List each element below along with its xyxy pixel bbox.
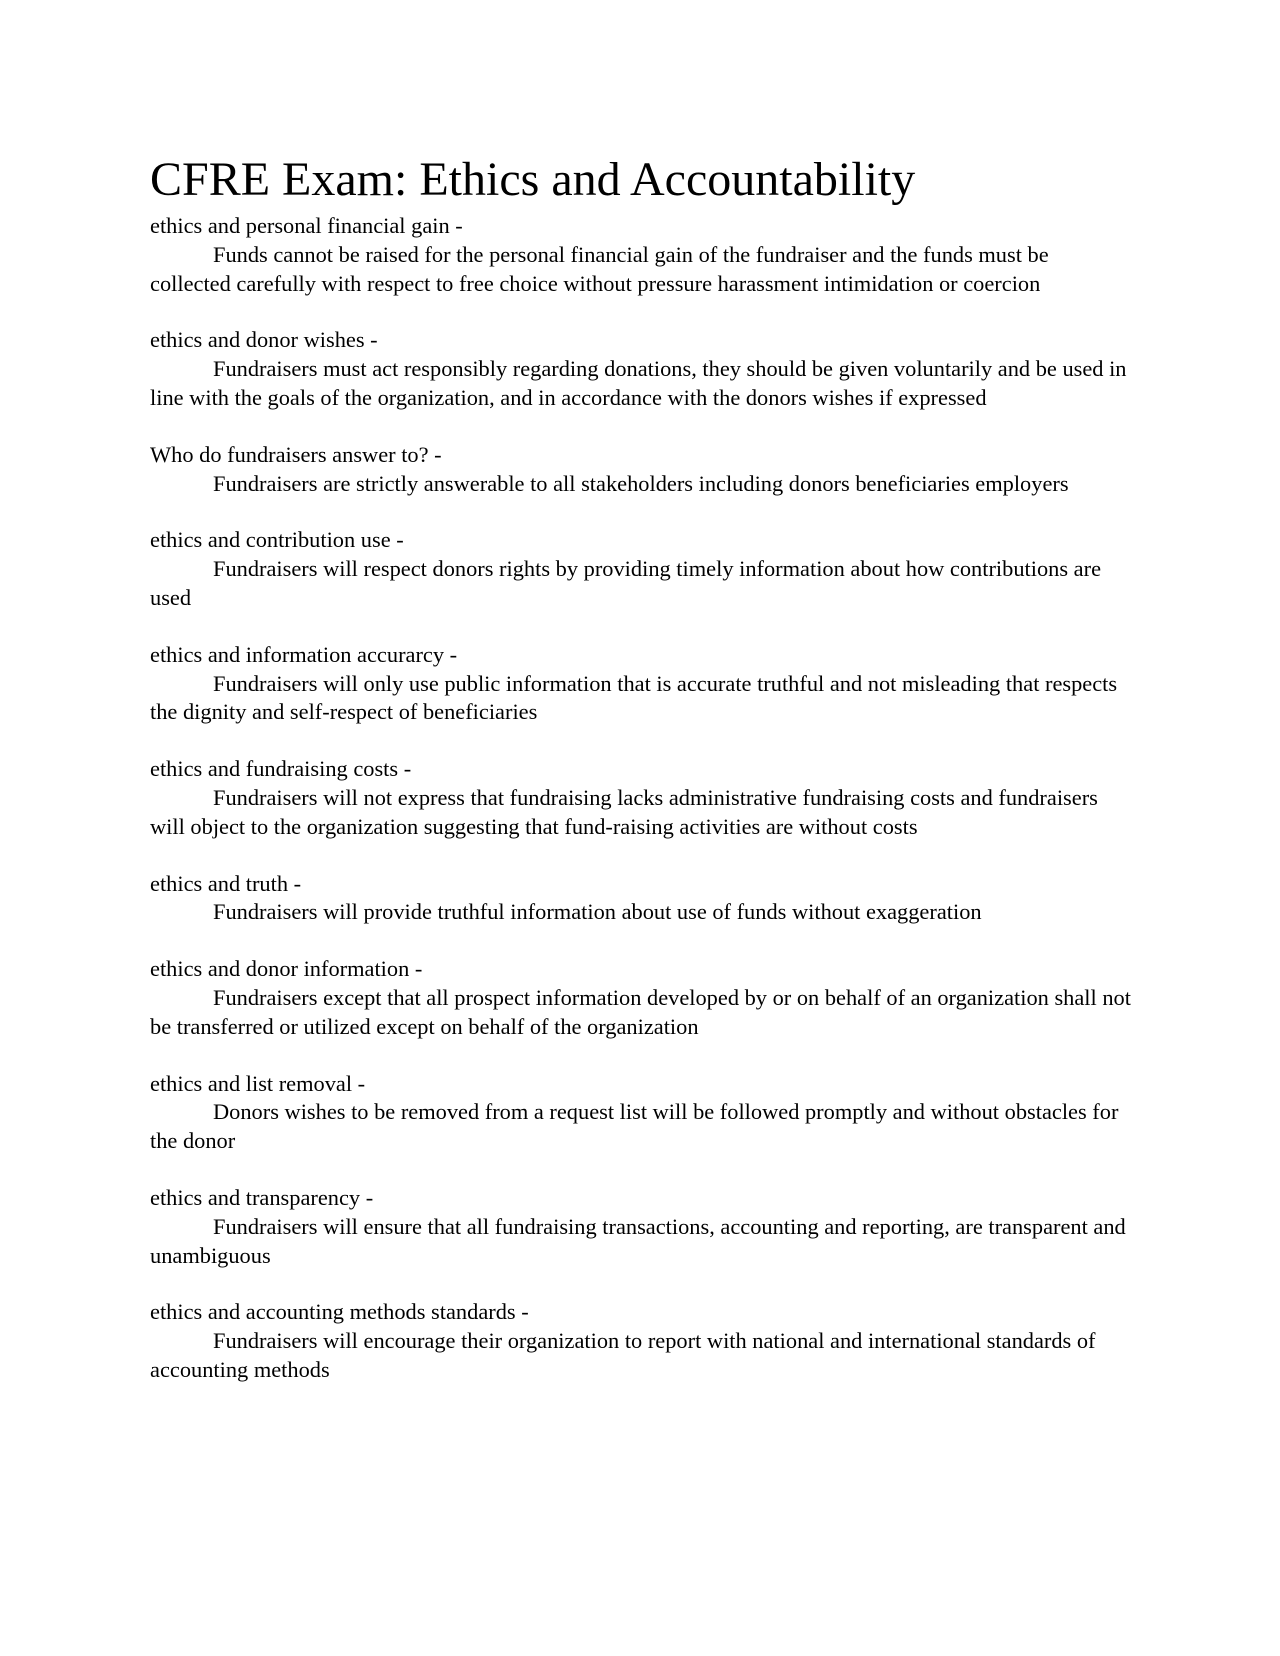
entry-term: ethics and transparency - xyxy=(150,1184,374,1210)
entry-term: ethics and fundraising costs - xyxy=(150,756,412,782)
entry-term: ethics and list removal - xyxy=(150,1070,366,1096)
flashcard-entry xyxy=(150,441,1135,499)
entry-term: Who do fundraisers answer to? - xyxy=(150,441,442,467)
entry-term: ethics and contribution use - xyxy=(150,527,404,553)
entry-definition: Fundraisers except that all prospect information developed by or on behalf of an organization shall not be transferred or utilized except on behalf of the organization xyxy=(150,984,1131,1039)
entry-definition: Fundraisers will respect donors rights by providing timely information about how contributions are used xyxy=(150,556,1102,610)
entry-term: ethics and accounting methods standards - xyxy=(150,1299,529,1325)
flashcard-entry xyxy=(150,1298,1135,1384)
entry-definition: Fundraisers will only use public information that is accurate truthful and not misleading that respects the dignity and self-respect of beneficiaries xyxy=(150,670,1118,725)
entry-term: ethics and truth - xyxy=(150,870,302,896)
flashcard-entry xyxy=(150,326,1135,412)
document-page xyxy=(150,150,1135,1413)
entry-definition: Fundraisers will ensure that all fundraising transactions, accounting and reporting, are transparent and unambiguous xyxy=(150,1213,1126,1268)
entry-term: ethics and donor wishes - xyxy=(150,327,378,353)
entry-definition: Fundraisers will provide truthful information about use of funds without exaggeration xyxy=(213,899,982,925)
entry-term: ethics and personal financial gain - xyxy=(150,213,463,238)
entry-definition: Donors wishes to be removed from a request list will be followed promptly and without obstacles for the donor xyxy=(150,1099,1119,1154)
flashcard-entry xyxy=(150,1070,1135,1156)
flashcard-entry xyxy=(150,755,1135,841)
document-title: CFRE Exam: Ethics and Accountability xyxy=(150,153,916,206)
flashcard-entry xyxy=(150,526,1135,612)
entry-term: ethics and donor information - xyxy=(150,956,423,982)
entry-definition: Fundraisers will encourage their organization to report with national and international standards of accounting methods xyxy=(150,1328,1096,1382)
flashcard-entry xyxy=(150,212,1135,298)
entry-definition: Fundraisers are strictly answerable to all stakeholders including donors beneficiaries employers xyxy=(213,470,1069,496)
flashcard-entry xyxy=(150,955,1135,1041)
entry-term: ethics and information accurarcy - xyxy=(150,641,458,667)
entry-definition: Funds cannot be raised for the personal financial gain of the fundraiser and the funds must be collected carefully with respect to free choice without pressure harassment intimidation or coercion xyxy=(150,241,1049,296)
entry-definition: Fundraisers will not express that fundraising lacks administrative fundraising costs and fundraisers will object to the organization suggesting that fund-raising activities are without costs xyxy=(150,784,1098,839)
entry-definition: Fundraisers must act responsibly regarding donations, they should be given voluntarily and be used in line with the goals of the organization, and in accordance with the donors wishes if expressed xyxy=(150,356,1127,410)
flashcard-entry xyxy=(150,641,1135,727)
flashcard-entry xyxy=(150,870,1135,928)
flashcard-entry xyxy=(150,1184,1135,1270)
